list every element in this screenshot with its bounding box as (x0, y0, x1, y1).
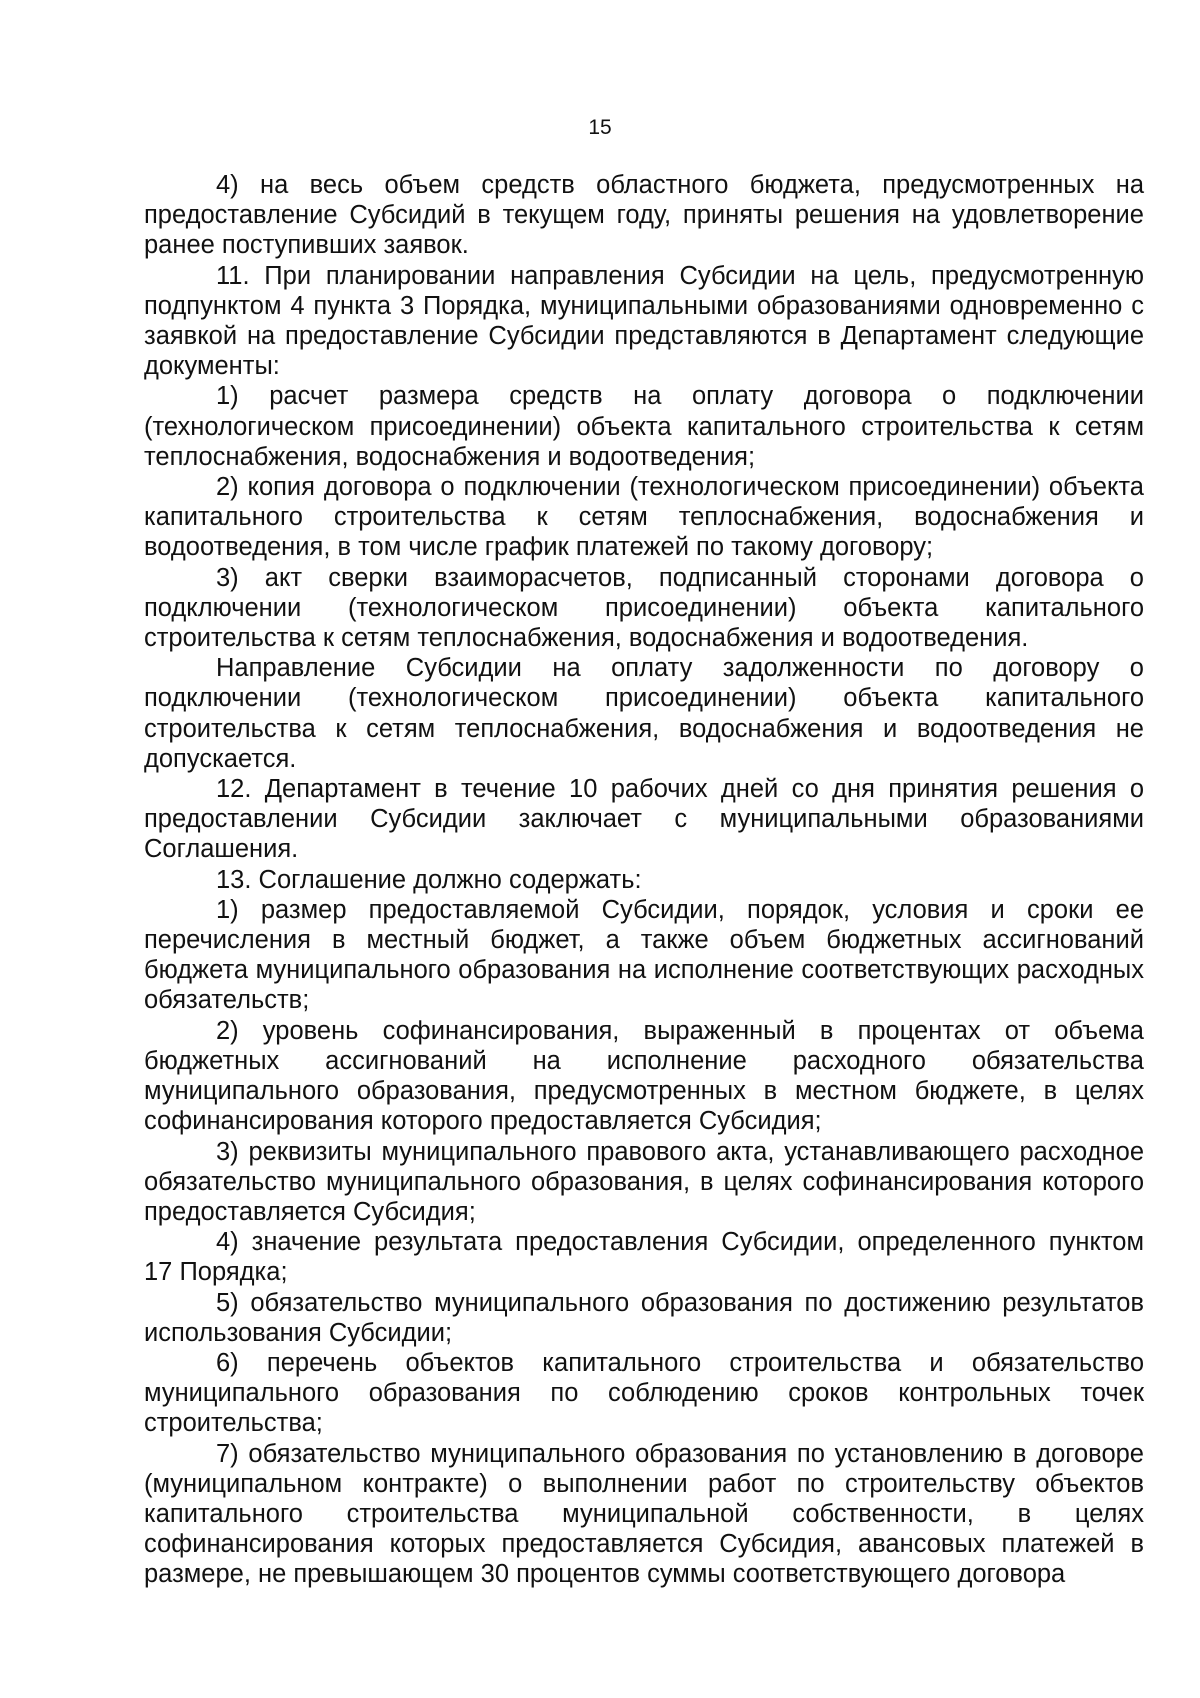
paragraph-clause-11-item-3: 3) акт сверки взаиморасчетов, подписанный сторонами договора о подключении (технологическом присоединении) объекта капитального строительства к сетям теплоснабжения, водоснабжения и водоотведения. (144, 563, 1144, 653)
paragraph-item-4-funds-exhausted: 4) на весь объем средств областного бюджета, предусмотренных на предоставление Субсидий в текущем году, приняты решения на удовлетворение ранее поступивших заявок. (144, 171, 1144, 260)
paragraph-clause-11: 11. При планировании направления Субсидии на цель, предусмотренную подпунктом 4 пункта 3 Порядка, муниципальными образованиями одновременно с заявкой на предоставление Субсидии представляются в Департамент следующие документы: (144, 261, 1144, 381)
paragraph-clause-13-item-2: 2) уровень софинансирования, выраженный в процентах от объема бюджетных ассигнований на исполнение расходного обязательства муниципального образования, предусмотренных в местном бюджете, в целях софинансирования которого предоставляется Субсидия; (144, 1016, 1144, 1136)
paragraph-clause-13-item-6: 6) перечень объектов капитального строительства и обязательство муниципального образования по соблюдению сроков контрольных точек строительства; (144, 1348, 1144, 1438)
paragraph-clause-13-item-7: 7) обязательство муниципального образования по установлению в договоре (муниципальном контракте) о выполнении работ по строительству объектов капитального строительства муниципальной собственности, в целях софинансирования которых предоставляется Субсидия, авансовых платежей в размере, не превышающем 30 процентов суммы соответствующего договора (144, 1439, 1144, 1589)
paragraph-debt-restriction: Направление Субсидии на оплату задолженности по договору о подключении (технологическом присоединении) объекта капитального строительства к сетям теплоснабжения, водоснабжения и водоотведения не допускается. (144, 654, 1144, 773)
paragraph-clause-13: 13. Соглашение должно содержать: (216, 865, 642, 894)
paragraph-clause-11-item-1: 1) расчет размера средств на оплату договора о подключении (технологическом присоединении) объекта капитального строительства к сетям теплоснабжения, водоснабжения и водоотведения; (144, 382, 1144, 471)
paragraph-clause-13-item-1: 1) размер предоставляемой Субсидии, порядок, условия и сроки ее перечисления в местный бюджет, а также объем бюджетных ассигнований бюджета муниципального образования на исполнение соответствующих расходных обязательств; (144, 895, 1144, 1015)
page-number: 15 (588, 116, 612, 139)
paragraph-clause-13-item-5: 5) обязательство муниципального образования по достижению результатов использования Субсидии; (144, 1288, 1144, 1347)
paragraph-clause-13-item-4: 4) значение результата предоставления Субсидии, определенного пунктом 17 Порядка; (144, 1228, 1144, 1287)
document-body (144, 170, 1144, 1590)
paragraph-clause-11-item-2: 2) копия договора о подключении (технологическом присоединении) объекта капитального строительства к сетям теплоснабжения, водоснабжения и водоотведения, в том числе график платежей по такому договору; (144, 473, 1144, 562)
paragraph-clause-12: 12. Департамент в течение 10 рабочих дней со дня принятия решения о предоставлении Субсидии заключает с муниципальными образованиями Соглашения. (144, 775, 1144, 864)
paragraph-clause-13-item-3: 3) реквизиты муниципального правового акта, устанавливающего расходное обязательство муниципального образования, в целях софинансирования которого предоставляется Субсидия; (144, 1137, 1144, 1226)
